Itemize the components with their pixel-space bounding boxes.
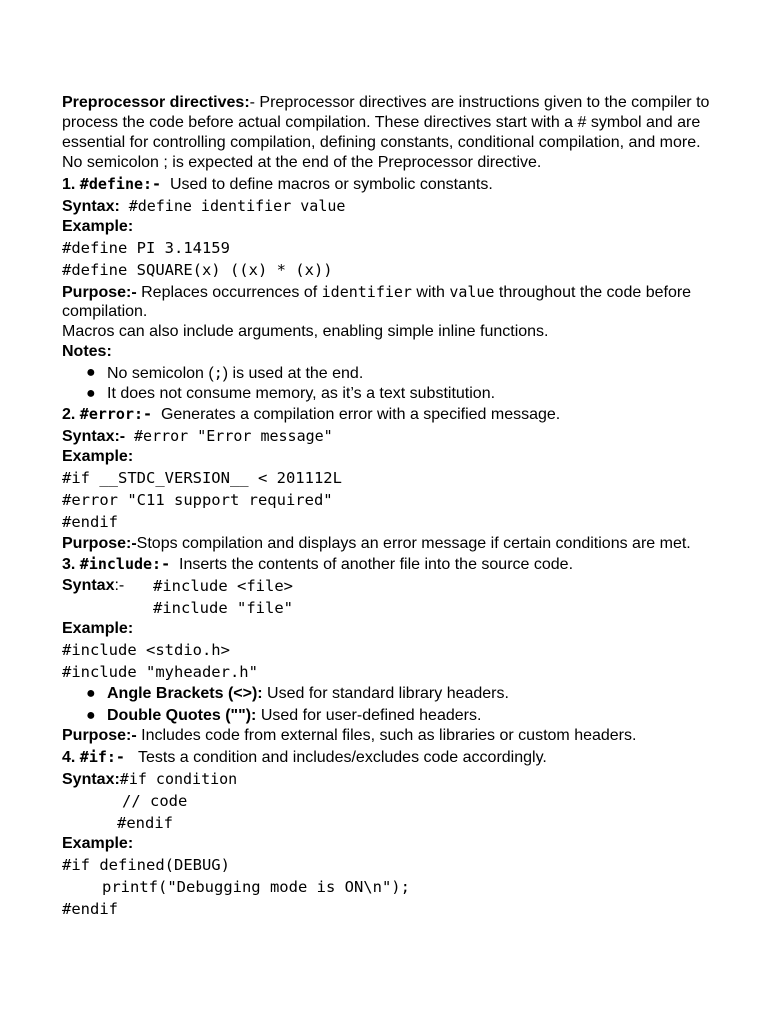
error-syntax: [62, 426, 728, 447]
define-syntax-label: Syntax:: [62, 198, 120, 215]
include-desc: Inserts the contents of another file into the source code.: [179, 556, 574, 573]
define-desc: Used to define macros or symbolic constants.: [169, 176, 493, 193]
if-code-line-2: printf("Debugging mode is ON\n");: [102, 878, 410, 896]
error-purpose: Purpose:-Stops compilation and displays an error message if certain conditions are met.: [62, 535, 691, 552]
include-code-line-2: #include "myheader.h": [62, 663, 258, 681]
error-heading: [62, 404, 728, 425]
if-syntax-label: Syntax:: [62, 771, 120, 788]
bullet-icon: ●: [86, 385, 96, 402]
error-example-label: Example:: [62, 448, 134, 465]
intro-line-3: essential for controlling compilation, defining constants, conditional compilation, and more.: [62, 134, 701, 151]
intro-heading: Preprocessor directives:: [62, 94, 250, 111]
if-example-label: Example:: [62, 835, 134, 852]
bullet-icon: ●: [86, 364, 96, 381]
bullet-icon: ●: [86, 685, 96, 702]
define-note-1: No semicolon (;) is used at the end.: [107, 364, 364, 382]
bullet-icon: ●: [86, 707, 96, 724]
include-syntax-label: Syntax: [62, 577, 115, 594]
include-syntax-code-2: #include "file": [153, 599, 293, 617]
define-heading: [62, 174, 728, 195]
include-syntax-code-1: #include <file>: [153, 577, 293, 595]
define-code-line-2: #define SQUARE(x) ((x) * (x)): [62, 261, 333, 279]
include-syntax: Syntax:-: [62, 577, 125, 594]
include-code-line-1: #include <stdio.h>: [62, 641, 230, 659]
intro-line-1: [62, 93, 728, 113]
if-heading: [62, 747, 728, 768]
error-name: #error:-: [79, 405, 153, 423]
define-example-label: Example:: [62, 218, 134, 235]
error-purpose-label: Purpose:-: [62, 535, 137, 552]
define-syntax-code: #define identifier value: [128, 197, 346, 215]
if-code-line-3: #endif: [62, 900, 118, 918]
if-name: #if:-: [79, 748, 125, 766]
if-number: 4.: [62, 749, 76, 766]
define-syntax: [62, 196, 728, 217]
include-bullet-1: Angle Brackets (<>): Used for standard library headers.: [107, 685, 509, 702]
define-name: #define:-: [79, 175, 162, 193]
include-number: 3.: [62, 556, 76, 573]
if-syntax-code-1: #if condition: [119, 770, 238, 788]
include-purpose: Purpose:- Includes code from external files, such as libraries or custom headers.: [62, 727, 637, 744]
define-note-2: It does not consume memory, as it’s a text substitution.: [107, 385, 496, 402]
define-purpose-label: Purpose:-: [62, 284, 137, 301]
error-syntax-code: #error "Error message": [134, 427, 333, 445]
include-example-label: Example:: [62, 620, 134, 637]
error-desc: Generates a compilation error with a specified message.: [160, 406, 561, 423]
define-code-line-1: #define PI 3.14159: [62, 239, 230, 257]
if-code-line-1: #if defined(DEBUG): [62, 856, 230, 874]
define-purpose: Purpose:- Replaces occurrences of identifier with value throughout the code before: [62, 283, 692, 301]
include-purpose-label: Purpose:-: [62, 727, 137, 744]
include-bullet-2: Double Quotes (""): Used for user-defined headers.: [107, 707, 482, 724]
error-code-line-1: #if __STDC_VERSION__ < 201112L: [62, 469, 342, 487]
if-syntax-code-3: #endif: [117, 814, 173, 832]
if-syntax-code-2: // code: [122, 792, 188, 810]
intro-line-4: No semicolon ; is expected at the end of the Preprocessor directive.: [62, 154, 542, 171]
error-syntax-label: Syntax:-: [62, 428, 126, 445]
define-notes-label: Notes:: [62, 343, 112, 360]
include-name: #include:-: [79, 555, 171, 573]
define-purpose-line-2: compilation.: [62, 303, 148, 320]
intro-line-2: process the code before actual compilation. These directives start with a # symbol and are: [62, 114, 701, 131]
define-macros-line: Macros can also include arguments, enabling simple inline functions.: [62, 323, 549, 340]
error-code-line-3: #endif: [62, 513, 118, 531]
include-heading: [62, 554, 728, 575]
intro-text: - Preprocessor directives are instructions given to the compiler to: [249, 94, 710, 111]
error-code-line-2: #error "C11 support required": [62, 491, 333, 509]
if-syntax: [62, 769, 728, 790]
if-desc: Tests a condition and includes/excludes code accordingly.: [138, 749, 547, 766]
define-number: 1.: [62, 176, 76, 193]
error-number: 2.: [62, 406, 76, 423]
